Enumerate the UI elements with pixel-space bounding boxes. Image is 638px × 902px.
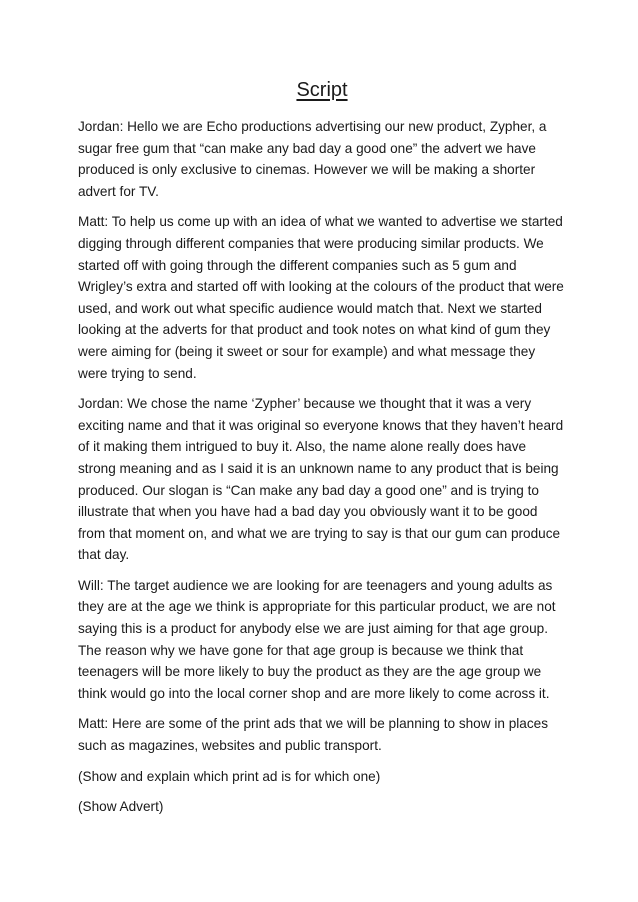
paragraph-matt-print-ads: Matt: Here are some of the print ads that we will be planning to show in places such as magazines, websites and public transport. bbox=[78, 716, 548, 754]
document-page bbox=[78, 78, 566, 827]
paragraph-will-audience: Will: The target audience we are looking for are teenagers and young adults as they are at the age we think is appropriate for this particular product, we are not saying this is a product for anybody else we are just aiming for that age group. The reason why we have gone for that age group is because we think that teenagers will be more likely to buy the product as they are the age group we think would go into the local corner shop and are more likely to come across it. bbox=[78, 577, 556, 701]
paragraph-matt-research: Matt: To help us come up with an idea of what we wanted to advertise we started digging through different companies that were producing similar products. We started off with going through the different companies such as 5 gum and Wrigley’s extra and started off with looking at the colours of the product that were used, and work out what specific audience would match that. Next we started looking at the adverts for that product and took notes on what kind of gum they were aiming for (being it sweet or sour for example) and what message they were trying to send. bbox=[78, 214, 564, 381]
paragraph-stage-direction-explain: (Show and explain which print ad is for which one) bbox=[78, 768, 381, 784]
paragraph-jordan-intro: Jordan: Hello we are Echo productions advertising our new product, Zypher, a sugar free gum that “can make any bad day a good one” the advert we have produced is only exclusive to cinemas. However we will be making a shorter advert for TV. bbox=[78, 119, 547, 199]
paragraph-stage-direction-advert: (Show Advert) bbox=[78, 799, 164, 815]
page-title: Script bbox=[296, 79, 348, 101]
paragraph-jordan-name: Jordan: We chose the name ‘Zypher’ because we thought that it was a very exciting name and that it was original so everyone knows that they haven’t heard of it making them intrigued to buy it. Also, the name alone really does have strong meaning and as I said it is an unknown name to any product that is being produced. Our slogan is “Can make any bad day a good one” and is trying to illustrate that when you have had a bad day you obviously want it to be good from that moment on, and what we are trying to say is that our gum can produce that day. bbox=[78, 396, 564, 563]
